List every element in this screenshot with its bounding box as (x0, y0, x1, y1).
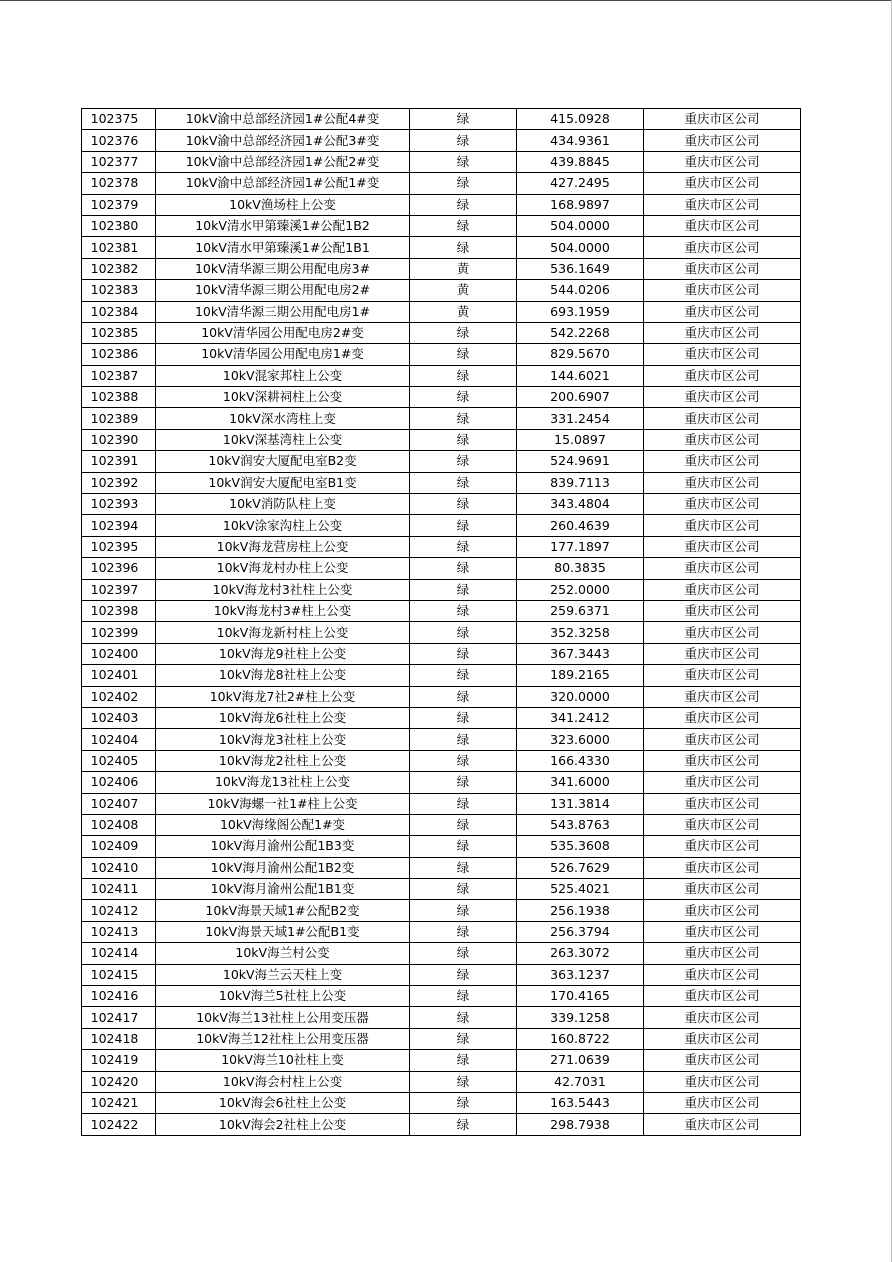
cell-company: 重庆市区公司 (644, 1071, 801, 1092)
cell-id: 102386 (82, 344, 156, 365)
table-row (82, 429, 801, 450)
cell-name: 10kV清华园公用配电房2#变 (156, 322, 410, 343)
table-row (82, 1071, 801, 1092)
cell-status: 绿 (410, 921, 517, 942)
table-row (82, 451, 801, 472)
cell-status: 绿 (410, 643, 517, 664)
cell-company: 重庆市区公司 (644, 1028, 801, 1049)
cell-value: 439.8845 (517, 151, 644, 172)
cell-name: 10kV混家邦柱上公变 (156, 365, 410, 386)
table-row (82, 814, 801, 835)
page-top-border (0, 0, 892, 1)
cell-id: 102395 (82, 536, 156, 557)
cell-company: 重庆市区公司 (644, 494, 801, 515)
cell-name: 10kV海龙村3#柱上公变 (156, 600, 410, 621)
cell-name: 10kV海月渝州公配1B3变 (156, 836, 410, 857)
cell-value: 427.2495 (517, 173, 644, 194)
cell-status: 绿 (410, 1050, 517, 1071)
cell-name: 10kV海兰10社柱上变 (156, 1050, 410, 1071)
cell-id: 102410 (82, 857, 156, 878)
cell-value: 367.3443 (517, 643, 644, 664)
table-row (82, 109, 801, 130)
cell-name: 10kV海月渝州公配1B1变 (156, 879, 410, 900)
cell-status: 绿 (410, 943, 517, 964)
table-row (82, 408, 801, 429)
data-table (81, 108, 801, 1136)
cell-id: 102389 (82, 408, 156, 429)
table-row (82, 729, 801, 750)
cell-id: 102379 (82, 194, 156, 215)
cell-status: 绿 (410, 622, 517, 643)
cell-value: 177.1897 (517, 536, 644, 557)
cell-company: 重庆市区公司 (644, 900, 801, 921)
cell-status: 绿 (410, 109, 517, 130)
table-row (82, 472, 801, 493)
cell-value: 170.4165 (517, 986, 644, 1007)
cell-status: 绿 (410, 772, 517, 793)
cell-company: 重庆市区公司 (644, 707, 801, 728)
cell-value: 331.2454 (517, 408, 644, 429)
cell-id: 102412 (82, 900, 156, 921)
cell-id: 102392 (82, 472, 156, 493)
cell-id: 102390 (82, 429, 156, 450)
cell-status: 绿 (410, 558, 517, 579)
cell-status: 绿 (410, 515, 517, 536)
cell-status: 绿 (410, 814, 517, 835)
cell-id: 102402 (82, 686, 156, 707)
cell-company: 重庆市区公司 (644, 344, 801, 365)
cell-name: 10kV海兰12社柱上公用变压器 (156, 1028, 410, 1049)
table-row (82, 494, 801, 515)
table-row (82, 857, 801, 878)
cell-name: 10kV海会村柱上公变 (156, 1071, 410, 1092)
cell-name: 10kV海龙6社柱上公变 (156, 707, 410, 728)
cell-status: 绿 (410, 408, 517, 429)
cell-value: 339.1258 (517, 1007, 644, 1028)
cell-status: 绿 (410, 900, 517, 921)
cell-company: 重庆市区公司 (644, 964, 801, 985)
cell-status: 绿 (410, 879, 517, 900)
cell-status: 绿 (410, 1114, 517, 1135)
table-row (82, 301, 801, 322)
cell-name: 10kV海龙7社2#柱上公变 (156, 686, 410, 707)
cell-value: 504.0000 (517, 215, 644, 236)
cell-status: 绿 (410, 1028, 517, 1049)
cell-id: 102377 (82, 151, 156, 172)
table-row (82, 772, 801, 793)
cell-value: 352.3258 (517, 622, 644, 643)
cell-company: 重庆市区公司 (644, 237, 801, 258)
table-body (82, 109, 801, 1136)
cell-status: 绿 (410, 836, 517, 857)
cell-value: 15.0897 (517, 429, 644, 450)
cell-status: 绿 (410, 237, 517, 258)
cell-company: 重庆市区公司 (644, 558, 801, 579)
cell-name: 10kV深耕祠柱上公变 (156, 387, 410, 408)
cell-name: 10kV海龙营房柱上公变 (156, 536, 410, 557)
cell-company: 重庆市区公司 (644, 943, 801, 964)
cell-id: 102415 (82, 964, 156, 985)
table-row (82, 215, 801, 236)
cell-name: 10kV海龙13社柱上公变 (156, 772, 410, 793)
cell-value: 200.6907 (517, 387, 644, 408)
cell-name: 10kV润安大厦配电室B1变 (156, 472, 410, 493)
cell-company: 重庆市区公司 (644, 814, 801, 835)
cell-name: 10kV清水甲第臻溪1#公配1B1 (156, 237, 410, 258)
cell-id: 102396 (82, 558, 156, 579)
table-row (82, 665, 801, 686)
table-row (82, 964, 801, 985)
cell-company: 重庆市区公司 (644, 686, 801, 707)
cell-value: 434.9361 (517, 130, 644, 151)
table-row (82, 322, 801, 343)
cell-status: 绿 (410, 344, 517, 365)
table-row (82, 793, 801, 814)
cell-value: 298.7938 (517, 1114, 644, 1135)
cell-name: 10kV海兰云天柱上变 (156, 964, 410, 985)
cell-status: 绿 (410, 579, 517, 600)
table-row (82, 173, 801, 194)
cell-name: 10kV海兰13社柱上公用变压器 (156, 1007, 410, 1028)
cell-company: 重庆市区公司 (644, 515, 801, 536)
cell-value: 341.6000 (517, 772, 644, 793)
cell-name: 10kV海月渝州公配1B2变 (156, 857, 410, 878)
cell-name: 10kV海螺一社1#柱上公变 (156, 793, 410, 814)
cell-company: 重庆市区公司 (644, 194, 801, 215)
cell-id: 102406 (82, 772, 156, 793)
table-row (82, 579, 801, 600)
table-row (82, 387, 801, 408)
cell-value: 252.0000 (517, 579, 644, 600)
cell-company: 重庆市区公司 (644, 322, 801, 343)
cell-value: 504.0000 (517, 237, 644, 258)
cell-value: 259.6371 (517, 600, 644, 621)
cell-value: 524.9691 (517, 451, 644, 472)
cell-status: 绿 (410, 750, 517, 771)
cell-company: 重庆市区公司 (644, 665, 801, 686)
cell-name: 10kV海龙新村柱上公变 (156, 622, 410, 643)
cell-value: 839.7113 (517, 472, 644, 493)
table-row (82, 643, 801, 664)
table-row (82, 194, 801, 215)
table-row (82, 879, 801, 900)
cell-value: 542.2268 (517, 322, 644, 343)
cell-name: 10kV海兰5社柱上公变 (156, 986, 410, 1007)
cell-name: 10kV海龙村办柱上公变 (156, 558, 410, 579)
cell-company: 重庆市区公司 (644, 772, 801, 793)
cell-status: 绿 (410, 173, 517, 194)
table-row (82, 344, 801, 365)
cell-status: 绿 (410, 387, 517, 408)
cell-value: 189.2165 (517, 665, 644, 686)
table-row (82, 707, 801, 728)
cell-id: 102387 (82, 365, 156, 386)
cell-company: 重庆市区公司 (644, 1007, 801, 1028)
table-row (82, 943, 801, 964)
cell-company: 重庆市区公司 (644, 857, 801, 878)
cell-name: 10kV渔场柱上公变 (156, 194, 410, 215)
cell-status: 黄 (410, 301, 517, 322)
cell-value: 131.3814 (517, 793, 644, 814)
cell-status: 绿 (410, 986, 517, 1007)
cell-value: 80.3835 (517, 558, 644, 579)
cell-name: 10kV深水湾柱上变 (156, 408, 410, 429)
cell-status: 绿 (410, 429, 517, 450)
cell-value: 256.3794 (517, 921, 644, 942)
table-row (82, 258, 801, 279)
cell-value: 166.4330 (517, 750, 644, 771)
cell-id: 102400 (82, 643, 156, 664)
cell-name: 10kV清华源三期公用配电房3# (156, 258, 410, 279)
cell-name: 10kV海龙村3社柱上公变 (156, 579, 410, 600)
cell-company: 重庆市区公司 (644, 729, 801, 750)
cell-value: 829.5670 (517, 344, 644, 365)
cell-id: 102378 (82, 173, 156, 194)
cell-value: 160.8722 (517, 1028, 644, 1049)
cell-name: 10kV海会6社柱上公变 (156, 1092, 410, 1113)
cell-company: 重庆市区公司 (644, 387, 801, 408)
cell-company: 重庆市区公司 (644, 600, 801, 621)
table-row (82, 151, 801, 172)
cell-status: 绿 (410, 793, 517, 814)
cell-id: 102401 (82, 665, 156, 686)
cell-company: 重庆市区公司 (644, 643, 801, 664)
cell-id: 102418 (82, 1028, 156, 1049)
cell-id: 102375 (82, 109, 156, 130)
cell-id: 102384 (82, 301, 156, 322)
cell-id: 102382 (82, 258, 156, 279)
table-row (82, 921, 801, 942)
cell-status: 绿 (410, 472, 517, 493)
cell-value: 144.6021 (517, 365, 644, 386)
cell-status: 绿 (410, 665, 517, 686)
cell-company: 重庆市区公司 (644, 879, 801, 900)
table-row (82, 986, 801, 1007)
table-row (82, 237, 801, 258)
cell-value: 343.4804 (517, 494, 644, 515)
cell-id: 102413 (82, 921, 156, 942)
cell-id: 102411 (82, 879, 156, 900)
table-row (82, 686, 801, 707)
cell-id: 102404 (82, 729, 156, 750)
cell-status: 绿 (410, 857, 517, 878)
cell-value: 168.9897 (517, 194, 644, 215)
cell-id: 102417 (82, 1007, 156, 1028)
cell-name: 10kV渝中总部经济园1#公配2#变 (156, 151, 410, 172)
cell-status: 绿 (410, 729, 517, 750)
table-row (82, 1114, 801, 1135)
cell-value: 263.3072 (517, 943, 644, 964)
cell-status: 绿 (410, 451, 517, 472)
table-row (82, 1028, 801, 1049)
cell-id: 102393 (82, 494, 156, 515)
cell-id: 102422 (82, 1114, 156, 1135)
cell-company: 重庆市区公司 (644, 280, 801, 301)
cell-company: 重庆市区公司 (644, 130, 801, 151)
cell-name: 10kV清华源三期公用配电房2# (156, 280, 410, 301)
table-row (82, 600, 801, 621)
cell-status: 绿 (410, 964, 517, 985)
cell-company: 重庆市区公司 (644, 151, 801, 172)
cell-name: 10kV海缘阁公配1#变 (156, 814, 410, 835)
cell-value: 42.7031 (517, 1071, 644, 1092)
table-row (82, 1050, 801, 1071)
cell-id: 102405 (82, 750, 156, 771)
cell-name: 10kV海景天域1#公配B1变 (156, 921, 410, 942)
cell-id: 102420 (82, 1071, 156, 1092)
cell-id: 102414 (82, 943, 156, 964)
cell-value: 271.0639 (517, 1050, 644, 1071)
cell-value: 536.1649 (517, 258, 644, 279)
cell-company: 重庆市区公司 (644, 258, 801, 279)
cell-name: 10kV清华园公用配电房1#变 (156, 344, 410, 365)
cell-name: 10kV消防队柱上变 (156, 494, 410, 515)
cell-id: 102408 (82, 814, 156, 835)
cell-name: 10kV渝中总部经济园1#公配4#变 (156, 109, 410, 130)
cell-company: 重庆市区公司 (644, 622, 801, 643)
table-row (82, 836, 801, 857)
table-row (82, 365, 801, 386)
cell-status: 绿 (410, 365, 517, 386)
table-row (82, 130, 801, 151)
cell-value: 341.2412 (517, 707, 644, 728)
cell-id: 102403 (82, 707, 156, 728)
cell-status: 绿 (410, 1071, 517, 1092)
cell-name: 10kV渝中总部经济园1#公配1#变 (156, 173, 410, 194)
cell-value: 363.1237 (517, 964, 644, 985)
cell-status: 绿 (410, 1092, 517, 1113)
cell-status: 绿 (410, 494, 517, 515)
cell-id: 102398 (82, 600, 156, 621)
cell-value: 320.0000 (517, 686, 644, 707)
table-row (82, 280, 801, 301)
cell-value: 544.0206 (517, 280, 644, 301)
cell-company: 重庆市区公司 (644, 921, 801, 942)
cell-name: 10kV涂家沟柱上公变 (156, 515, 410, 536)
cell-company: 重庆市区公司 (644, 579, 801, 600)
cell-name: 10kV海龙8社柱上公变 (156, 665, 410, 686)
cell-name: 10kV清华源三期公用配电房1# (156, 301, 410, 322)
cell-company: 重庆市区公司 (644, 986, 801, 1007)
cell-name: 10kV海龙9社柱上公变 (156, 643, 410, 664)
cell-id: 102381 (82, 237, 156, 258)
cell-id: 102421 (82, 1092, 156, 1113)
cell-id: 102409 (82, 836, 156, 857)
cell-company: 重庆市区公司 (644, 429, 801, 450)
table-row (82, 536, 801, 557)
table-row (82, 750, 801, 771)
cell-company: 重庆市区公司 (644, 451, 801, 472)
table-row (82, 900, 801, 921)
cell-id: 102388 (82, 387, 156, 408)
cell-status: 绿 (410, 215, 517, 236)
cell-status: 绿 (410, 130, 517, 151)
cell-id: 102383 (82, 280, 156, 301)
cell-company: 重庆市区公司 (644, 750, 801, 771)
cell-name: 10kV海龙2社柱上公变 (156, 750, 410, 771)
cell-status: 黄 (410, 280, 517, 301)
cell-company: 重庆市区公司 (644, 408, 801, 429)
cell-value: 526.7629 (517, 857, 644, 878)
cell-value: 260.4639 (517, 515, 644, 536)
cell-company: 重庆市区公司 (644, 1050, 801, 1071)
cell-company: 重庆市区公司 (644, 215, 801, 236)
cell-status: 绿 (410, 194, 517, 215)
cell-id: 102416 (82, 986, 156, 1007)
cell-id: 102385 (82, 322, 156, 343)
cell-id: 102419 (82, 1050, 156, 1071)
cell-company: 重庆市区公司 (644, 173, 801, 194)
cell-company: 重庆市区公司 (644, 1114, 801, 1135)
cell-name: 10kV海会2社柱上公变 (156, 1114, 410, 1135)
cell-name: 10kV深基湾柱上公变 (156, 429, 410, 450)
cell-id: 102376 (82, 130, 156, 151)
cell-name: 10kV海景天域1#公配B2变 (156, 900, 410, 921)
cell-company: 重庆市区公司 (644, 1092, 801, 1113)
cell-id: 102399 (82, 622, 156, 643)
cell-value: 693.1959 (517, 301, 644, 322)
cell-name: 10kV海龙3社柱上公变 (156, 729, 410, 750)
cell-name: 10kV海兰村公变 (156, 943, 410, 964)
table-row (82, 558, 801, 579)
cell-status: 绿 (410, 1007, 517, 1028)
cell-company: 重庆市区公司 (644, 536, 801, 557)
cell-value: 535.3608 (517, 836, 644, 857)
cell-company: 重庆市区公司 (644, 109, 801, 130)
cell-value: 163.5443 (517, 1092, 644, 1113)
cell-status: 绿 (410, 536, 517, 557)
cell-status: 黄 (410, 258, 517, 279)
cell-value: 256.1938 (517, 900, 644, 921)
cell-id: 102394 (82, 515, 156, 536)
cell-company: 重庆市区公司 (644, 472, 801, 493)
cell-name: 10kV润安大厦配电室B2变 (156, 451, 410, 472)
table-row (82, 1007, 801, 1028)
cell-status: 绿 (410, 151, 517, 172)
cell-company: 重庆市区公司 (644, 836, 801, 857)
cell-name: 10kV清水甲第臻溪1#公配1B2 (156, 215, 410, 236)
cell-value: 323.6000 (517, 729, 644, 750)
cell-id: 102380 (82, 215, 156, 236)
cell-id: 102407 (82, 793, 156, 814)
cell-value: 543.8763 (517, 814, 644, 835)
cell-status: 绿 (410, 707, 517, 728)
cell-company: 重庆市区公司 (644, 793, 801, 814)
table-row (82, 1092, 801, 1113)
cell-id: 102391 (82, 451, 156, 472)
cell-id: 102397 (82, 579, 156, 600)
cell-company: 重庆市区公司 (644, 301, 801, 322)
cell-company: 重庆市区公司 (644, 365, 801, 386)
cell-status: 绿 (410, 322, 517, 343)
cell-value: 525.4021 (517, 879, 644, 900)
table-row (82, 515, 801, 536)
cell-value: 415.0928 (517, 109, 644, 130)
cell-name: 10kV渝中总部经济园1#公配3#变 (156, 130, 410, 151)
table-row (82, 622, 801, 643)
cell-status: 绿 (410, 686, 517, 707)
cell-status: 绿 (410, 600, 517, 621)
